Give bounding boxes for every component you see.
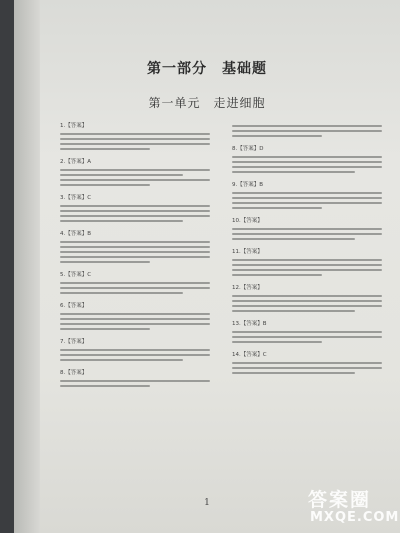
text-line xyxy=(232,156,382,158)
answer-block xyxy=(232,284,382,312)
text-line xyxy=(232,362,382,364)
text-line xyxy=(232,166,382,168)
text-line xyxy=(60,292,183,294)
answer-block xyxy=(60,194,210,222)
text-line xyxy=(232,264,382,266)
text-line xyxy=(60,261,150,263)
text-line xyxy=(60,385,150,387)
text-line xyxy=(232,269,382,271)
watermark-text-en: MXQE.COM xyxy=(310,510,400,525)
answer-number: 1.【答案】 xyxy=(60,123,88,129)
text-line xyxy=(60,246,210,248)
answer-number: 11.【答案】 xyxy=(232,249,263,255)
answer-number: 5.【答案】C xyxy=(60,272,92,278)
answer-block xyxy=(60,158,210,186)
answer-number: 13.【答案】B xyxy=(232,321,267,327)
answer-number: 9.【答案】B xyxy=(232,182,264,188)
answer-block xyxy=(60,230,210,263)
answer-block xyxy=(60,122,210,150)
part-title: 第一部分 基础题 xyxy=(147,61,267,77)
text-line xyxy=(232,341,322,343)
answer-block xyxy=(232,351,382,374)
right-column xyxy=(232,122,382,382)
text-line xyxy=(232,125,382,127)
text-line xyxy=(60,174,183,176)
text-line xyxy=(60,148,150,150)
answer-block xyxy=(60,302,210,330)
answer-block xyxy=(232,248,382,276)
text-line xyxy=(232,233,382,235)
answer-number: 10.【答案】 xyxy=(232,218,263,224)
text-line xyxy=(60,282,210,284)
text-line xyxy=(60,169,210,171)
document-page xyxy=(14,0,400,533)
text-line xyxy=(60,143,210,145)
text-line xyxy=(60,328,150,330)
text-line xyxy=(60,380,210,382)
text-line xyxy=(232,135,322,137)
answer-block xyxy=(232,217,382,240)
text-line xyxy=(232,295,382,297)
text-line xyxy=(232,336,382,338)
answer-block xyxy=(232,181,382,209)
text-line xyxy=(232,310,355,312)
text-line xyxy=(60,287,210,289)
answer-number: 7.【答案】 xyxy=(60,339,88,345)
text-line xyxy=(60,323,210,325)
text-line xyxy=(60,318,210,320)
answer-number: 2.【答案】A xyxy=(60,159,92,165)
text-line xyxy=(60,241,210,243)
text-line xyxy=(60,133,210,135)
answer-number: 8.【答案】D xyxy=(232,146,264,152)
text-line xyxy=(60,184,150,186)
watermark-logo xyxy=(300,483,400,529)
text-line xyxy=(232,207,322,209)
text-line xyxy=(60,354,210,356)
answer-block xyxy=(60,338,210,361)
answer-block xyxy=(60,271,210,294)
answer-block xyxy=(232,145,382,173)
text-line xyxy=(60,251,210,253)
answer-block xyxy=(232,320,382,343)
answer-block xyxy=(60,369,210,387)
text-line xyxy=(232,202,382,204)
text-line xyxy=(60,205,210,207)
text-line xyxy=(232,300,382,302)
text-line xyxy=(232,305,382,307)
text-line xyxy=(60,138,210,140)
text-line xyxy=(232,130,382,132)
text-line xyxy=(232,192,382,194)
text-line xyxy=(60,210,210,212)
answer-number: 3.【答案】C xyxy=(60,195,92,201)
text-line xyxy=(60,349,210,351)
answer-block xyxy=(232,125,382,137)
text-line xyxy=(60,313,210,315)
text-line xyxy=(232,331,382,333)
text-line xyxy=(232,161,382,163)
page-binding-shadow xyxy=(14,0,40,533)
unit-title: 第一单元 走进细胞 xyxy=(148,96,266,110)
left-column xyxy=(60,122,210,395)
text-line xyxy=(232,259,382,261)
text-line xyxy=(232,274,322,276)
answer-number: 14.【答案】C xyxy=(232,352,267,358)
text-line xyxy=(232,367,382,369)
text-line xyxy=(232,171,355,173)
page-number: 1 xyxy=(204,498,210,508)
text-line xyxy=(60,256,210,258)
text-line xyxy=(232,372,355,374)
answer-number: 12.【答案】 xyxy=(232,285,263,291)
text-line xyxy=(60,359,183,361)
answer-number: 6.【答案】 xyxy=(60,303,88,309)
answer-number: 8.【答案】 xyxy=(60,370,88,376)
answer-number: 4.【答案】B xyxy=(60,231,92,237)
text-line xyxy=(232,197,382,199)
watermark-text-cn: 答案圈 xyxy=(308,489,372,511)
text-line xyxy=(60,215,210,217)
text-line xyxy=(60,179,210,181)
text-line xyxy=(60,220,183,222)
text-line xyxy=(232,228,382,230)
text-line xyxy=(232,238,355,240)
